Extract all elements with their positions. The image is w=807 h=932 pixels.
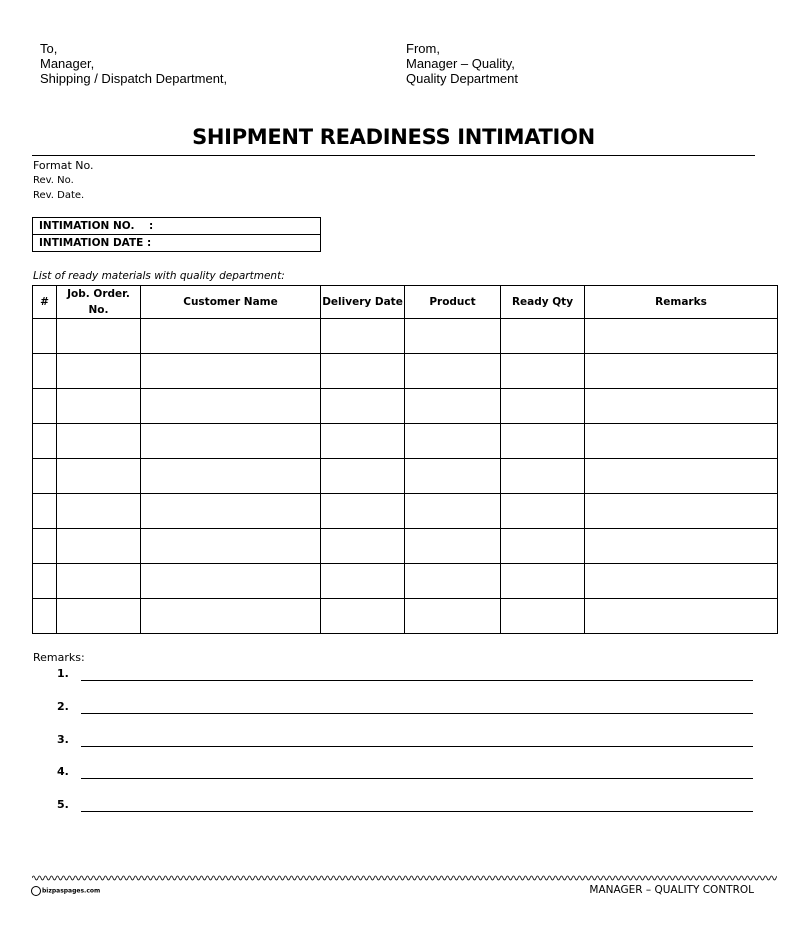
table-cell[interactable] (321, 494, 405, 529)
remark-rule (81, 713, 753, 714)
remark-line[interactable] (57, 798, 753, 816)
format-meta-block (33, 158, 94, 203)
column-header-remarks: Remarks (585, 286, 778, 319)
table-cell[interactable] (585, 494, 778, 529)
table-cell[interactable] (33, 599, 57, 634)
table-cell[interactable] (501, 564, 585, 599)
table-row (33, 354, 778, 389)
table-row (33, 494, 778, 529)
intimation-box (32, 217, 321, 252)
table-cell[interactable] (405, 599, 501, 634)
table-cell[interactable] (57, 459, 141, 494)
table-cell[interactable] (585, 389, 778, 424)
table-cell[interactable] (321, 424, 405, 459)
wavy-divider (32, 874, 777, 882)
remark-number: 1. (57, 667, 69, 680)
table-cell[interactable] (321, 529, 405, 564)
table-cell[interactable] (33, 494, 57, 529)
table-cell[interactable] (141, 354, 321, 389)
table-cell[interactable] (405, 494, 501, 529)
table-row (33, 389, 778, 424)
table-cell[interactable] (57, 599, 141, 634)
rev-date-label: Rev. Date. (33, 190, 85, 201)
list-caption: List of ready materials with quality department: (33, 270, 285, 282)
table-row (33, 319, 778, 354)
title-rule (32, 155, 755, 156)
remark-rule (81, 680, 753, 681)
table-cell[interactable] (501, 354, 585, 389)
remark-rule (81, 811, 753, 812)
table-cell[interactable] (141, 319, 321, 354)
remark-number: 5. (57, 798, 69, 811)
to-line: To, (40, 41, 58, 56)
table-header-row (33, 286, 778, 319)
column-header-product: Product (405, 286, 501, 319)
table-cell[interactable] (33, 529, 57, 564)
table-cell[interactable] (57, 494, 141, 529)
table-cell[interactable] (141, 494, 321, 529)
table-cell[interactable] (321, 564, 405, 599)
logo-text: bizpaspages.com (42, 887, 101, 895)
site-logo (31, 886, 100, 896)
intimation-date-field[interactable]: INTIMATION DATE : (33, 235, 321, 252)
table-cell[interactable] (33, 319, 57, 354)
table-cell[interactable] (501, 459, 585, 494)
table-cell[interactable] (585, 564, 778, 599)
remark-rule (81, 746, 753, 747)
page-title: SHIPMENT READINESS INTIMATION (192, 125, 595, 149)
table-cell[interactable] (405, 319, 501, 354)
from-line: From, (406, 41, 440, 56)
column-header-delivery-date: Delivery Date (321, 286, 405, 319)
table-cell[interactable] (321, 459, 405, 494)
table-row (33, 424, 778, 459)
table-cell[interactable] (405, 564, 501, 599)
table-cell[interactable] (33, 354, 57, 389)
logo-icon (31, 886, 41, 896)
table-cell[interactable] (57, 389, 141, 424)
table-cell[interactable] (141, 599, 321, 634)
table-row (33, 599, 778, 634)
table-row (33, 529, 778, 564)
table-cell[interactable] (321, 319, 405, 354)
table-cell[interactable] (141, 424, 321, 459)
remark-line[interactable] (57, 700, 753, 718)
table-cell[interactable] (501, 319, 585, 354)
table-cell[interactable] (501, 529, 585, 564)
table-cell[interactable] (405, 389, 501, 424)
remark-number: 2. (57, 700, 69, 713)
remark-rule (81, 778, 753, 779)
from-address-block (406, 41, 518, 86)
remark-line[interactable] (57, 765, 753, 783)
table-cell[interactable] (57, 354, 141, 389)
ready-materials-table (32, 285, 778, 634)
table-cell[interactable] (141, 564, 321, 599)
table-cell[interactable] (141, 529, 321, 564)
rev-no-label: Rev. No. (33, 175, 74, 186)
table-cell[interactable] (501, 424, 585, 459)
table-cell[interactable] (585, 459, 778, 494)
table-cell[interactable] (405, 424, 501, 459)
table-cell[interactable] (321, 389, 405, 424)
column-header-customer: Customer Name (141, 286, 321, 319)
remark-number: 3. (57, 733, 69, 746)
from-sender: Manager – Quality, (406, 56, 515, 71)
to-recipient: Manager, (40, 56, 95, 71)
to-department: Shipping / Dispatch Department, (40, 71, 228, 86)
table-cell[interactable] (57, 529, 141, 564)
to-address-block (40, 41, 227, 86)
table-cell[interactable] (321, 354, 405, 389)
table-cell[interactable] (501, 599, 585, 634)
remark-number: 4. (57, 765, 69, 778)
remark-line[interactable] (57, 667, 753, 685)
intimation-no-field[interactable]: INTIMATION NO. : (33, 218, 321, 235)
format-no-label: Format No. (33, 159, 94, 172)
column-header-number: # (33, 286, 57, 319)
remark-line[interactable] (57, 733, 753, 751)
table-row (33, 564, 778, 599)
table-cell[interactable] (501, 389, 585, 424)
table-cell[interactable] (501, 494, 585, 529)
from-department: Quality Department (406, 71, 518, 86)
signature-label: MANAGER – QUALITY CONTROL (589, 884, 754, 896)
table-row (33, 459, 778, 494)
table-cell[interactable] (33, 424, 57, 459)
table-cell[interactable] (57, 319, 141, 354)
table-cell[interactable] (57, 564, 141, 599)
table-cell[interactable] (585, 354, 778, 389)
table-cell[interactable] (33, 389, 57, 424)
table-cell[interactable] (585, 424, 778, 459)
table-cell[interactable] (57, 424, 141, 459)
column-header-job-order: Job. Order. No. (57, 286, 141, 319)
table-cell[interactable] (405, 354, 501, 389)
table-cell[interactable] (405, 529, 501, 564)
table-cell[interactable] (141, 389, 321, 424)
table-cell[interactable] (585, 599, 778, 634)
table-cell[interactable] (321, 599, 405, 634)
table-cell[interactable] (585, 529, 778, 564)
remarks-label: Remarks: (33, 651, 85, 664)
table-cell[interactable] (141, 459, 321, 494)
table-cell[interactable] (585, 319, 778, 354)
column-header-ready-qty: Ready Qty (501, 286, 585, 319)
table-cell[interactable] (405, 459, 501, 494)
table-cell[interactable] (33, 459, 57, 494)
table-cell[interactable] (33, 564, 57, 599)
